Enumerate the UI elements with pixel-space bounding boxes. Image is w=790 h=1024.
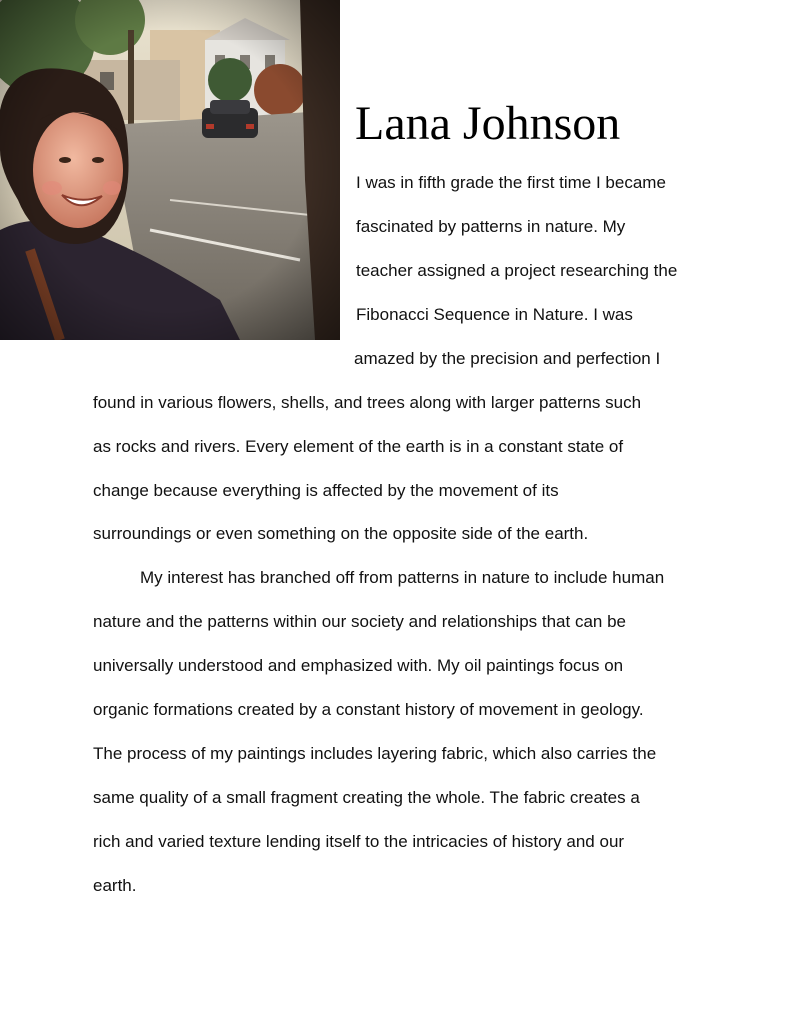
statement-line: teacher assigned a project researching the xyxy=(356,261,678,280)
statement-line: My interest has branched off from patterns in nature to include human xyxy=(140,568,665,587)
statement-line: fascinated by patterns in nature. My xyxy=(356,217,626,236)
portrait-photo xyxy=(0,0,340,340)
statement-line: same quality of a small fragment creating the whole. The fabric creates a xyxy=(93,788,640,807)
statement-line: Fibonacci Sequence in Nature. I was xyxy=(356,305,633,324)
statement-line: rich and varied texture lending itself to the intricacies of history and our xyxy=(93,832,625,851)
statement-line: change because everything is affected by the movement of its xyxy=(93,481,559,500)
statement-line: amazed by the precision and perfection I xyxy=(354,349,661,368)
statement-line: surroundings or even something on the opposite side of the earth. xyxy=(93,524,589,543)
statement-line: earth. xyxy=(93,876,137,895)
statement-line: as rocks and rivers. Every element of the earth is in a constant state of xyxy=(93,437,624,456)
statement-line: nature and the patterns within our society and relationships that can be xyxy=(93,612,627,631)
statement-line: universally understood and emphasized with. My oil paintings focus on xyxy=(93,656,624,675)
statement-line: I was in fifth grade the first time I became xyxy=(356,173,666,192)
artist-name: Lana Johnson xyxy=(355,97,621,150)
statement-line: organic formations created by a constant history of movement in geology. xyxy=(93,700,644,719)
statement-line: The process of my paintings includes layering fabric, which also carries the xyxy=(93,744,657,763)
statement-line: found in various flowers, shells, and trees along with larger patterns such xyxy=(93,393,642,412)
